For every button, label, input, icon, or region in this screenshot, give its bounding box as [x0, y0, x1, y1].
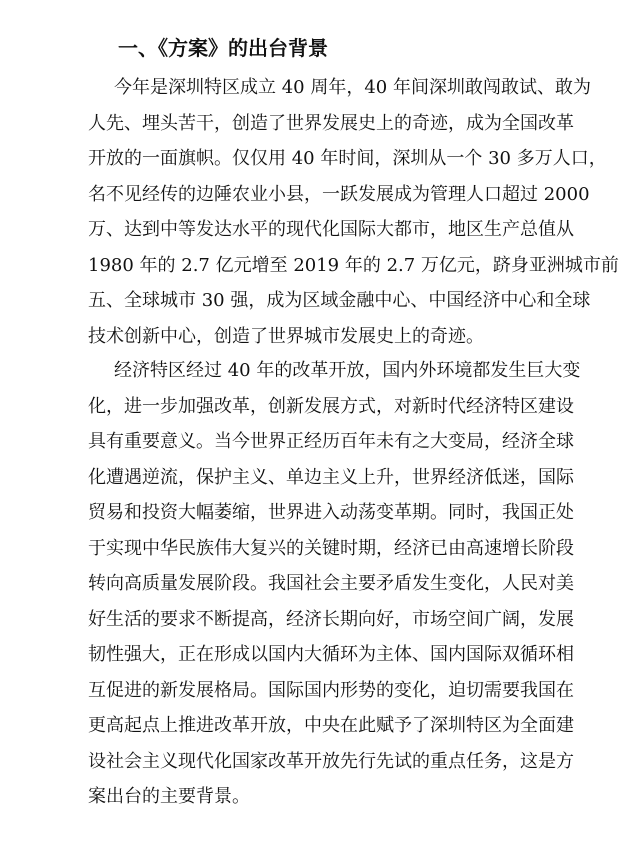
paragraph-line: 1980 年的 2.7 亿元增至 2019 年的 2.7 万亿元，跻身亚洲城市前 — [88, 254, 619, 276]
paragraph-line: 名不见经传的边陲农业小县，一跃发展成为管理人口超过 2000 — [88, 183, 590, 205]
paragraph-line: 转向高质量发展阶段。我国社会主要矛盾发生变化，人民对美 — [88, 573, 574, 594]
paragraph-line: 人先、埋头苦干，创造了世界发展史上的奇迹，成为全国改革 — [88, 112, 574, 134]
paragraph-line: 好生活的要求不断提高，经济长期向好，市场空间广阔，发展 — [88, 608, 574, 630]
paragraph-line: 五、全球城市 30 强，成为区域金融中心、中国经济中心和全球 — [88, 290, 591, 311]
paragraph-line: 今年是深圳特区成立 40 周年，40 年间深圳敢闯敢试、敢为 — [114, 77, 591, 98]
paragraph-line: 设社会主义现代化国家改革开放先行先试的重点任务，这是方 — [88, 750, 574, 772]
paragraph-line: 万、达到中等发达水平的现代化国际大都市，地区生产总值从 — [88, 219, 574, 240]
paragraph-reform-background — [88, 353, 581, 815]
paragraph-line: 化遭遇逆流，保护主义、单边主义上升，世界经济低迷，国际 — [88, 466, 574, 488]
paragraph-line: 更高起点上推进改革开放，中央在此赋予了深圳特区为全面建 — [88, 715, 574, 736]
paragraph-line: 案出台的主要背景。 — [88, 786, 250, 807]
paragraph-line: 于实现中华民族伟大复兴的关键时期，经济已由高速增长阶段 — [88, 537, 574, 559]
paragraph-line: 互促进的新发展格局。国际国内形势的变化，迫切需要我国在 — [88, 679, 574, 701]
paragraph-line: 化，进一步加强改革，创新发展方式，对新时代经济特区建设 — [88, 395, 574, 417]
paragraph-line: 韧性强大，正在形成以国内大循环为主体、国内国际双循环相 — [88, 644, 574, 665]
paragraph-line: 具有重要意义。当今世界正经历百年未有之大变局，经济全球 — [88, 431, 574, 452]
paragraph-line: 经济特区经过 40 年的改革开放，国内外环境都发生巨大变 — [114, 360, 581, 381]
paragraph-shenzhen-achievements — [88, 70, 619, 354]
paragraph-line: 技术创新中心，创造了世界城市发展史上的奇迹。 — [88, 325, 484, 347]
section-heading: 一、《方案》的出台背景 — [118, 36, 328, 60]
paragraph-line: 开放的一面旗帜。仅仅用 40 年时间，深圳从一个 30 多万人口， — [88, 148, 607, 169]
paragraph-line: 贸易和投资大幅萎缩，世界进入动荡变革期。同时，我国正处 — [88, 502, 574, 523]
